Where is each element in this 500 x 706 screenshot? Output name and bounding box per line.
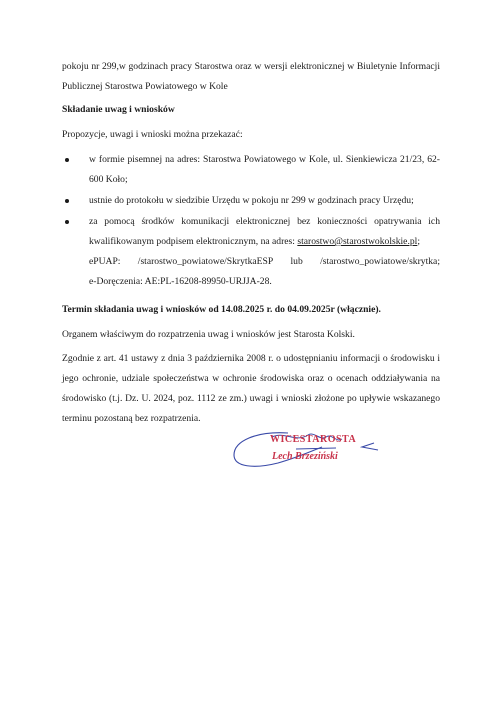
stamp-name: Lech Brzeziński — [272, 451, 338, 462]
stamp-title: WICESTAROSTA — [270, 434, 357, 445]
list-item — [62, 150, 440, 190]
proposal-intro: Propozycje, uwagi i wnioski można przekazać: — [62, 129, 243, 140]
epuap-or: lub — [290, 256, 303, 267]
epuap-label: ePUAP: — [89, 256, 121, 267]
submission-methods-list — [62, 150, 440, 293]
epuap-line — [89, 252, 440, 272]
deadline-heading: Termin składania uwag i wniosków od 14.08.2025 r. do 04.09.2025r (włącznie). — [62, 304, 381, 315]
section-heading: Składanie uwag i wniosków — [62, 104, 175, 115]
list-item — [62, 191, 440, 211]
list-item-text: w formie pisemnej na adres: Starostwa Powiatowego w Kole, ul. Sienkiewicza 21/23, 62-600 Koło; — [89, 154, 440, 185]
list-item — [62, 212, 440, 292]
epuap-path-1: /starostwo_powiatowe/SkrytkaESP — [137, 256, 274, 267]
legal-basis-paragraph: Zgodnie z art. 41 ustawy z dnia 3 października 2008 r. o udostępnianiu informacji o środowisku i jego ochronie, udziale społeczeństwa w ochronie środowiska oraz o ocenach oddziaływania na środowisko (t.j. Dz. U. 2024, poz. 1112 ze zm.) uwagi i wnioski złożone po upływie wskazanego terminu pozostaną bez rozpatrzenia. — [62, 353, 440, 424]
email-suffix: ; — [417, 236, 420, 247]
competent-authority-text: Organem właściwym do rozpatrzenia uwag i wniosków jest Starosta Kolski. — [62, 329, 355, 340]
epuap-path-2: /starostwo_powiatowe/skrytka; — [320, 256, 440, 267]
signature-stamp — [226, 427, 426, 497]
list-item-text: za pomocą środków komunikacji elektronicznej bez konieczności opatrywania ich kwalifikowanym podpisem elektronicznym, na adres: — [89, 216, 440, 247]
edoreczenia-line: e-Doręczenia: AE:PL-16208-89950-URJJA-28. — [89, 276, 272, 287]
intro-paragraph: pokoju nr 299,w godzinach pracy Starostwa oraz w wersji elektronicznej w Biuletynie Informacji Publicznej Starostwa Powiatowego w Kole — [62, 61, 440, 92]
email-link[interactable]: starostwo@starostwokolskie.pl — [297, 236, 418, 247]
list-item-text: ustnie do protokołu w siedzibie Urzędu w pokoju nr 299 w godzinach pracy Urzędu; — [89, 195, 414, 206]
